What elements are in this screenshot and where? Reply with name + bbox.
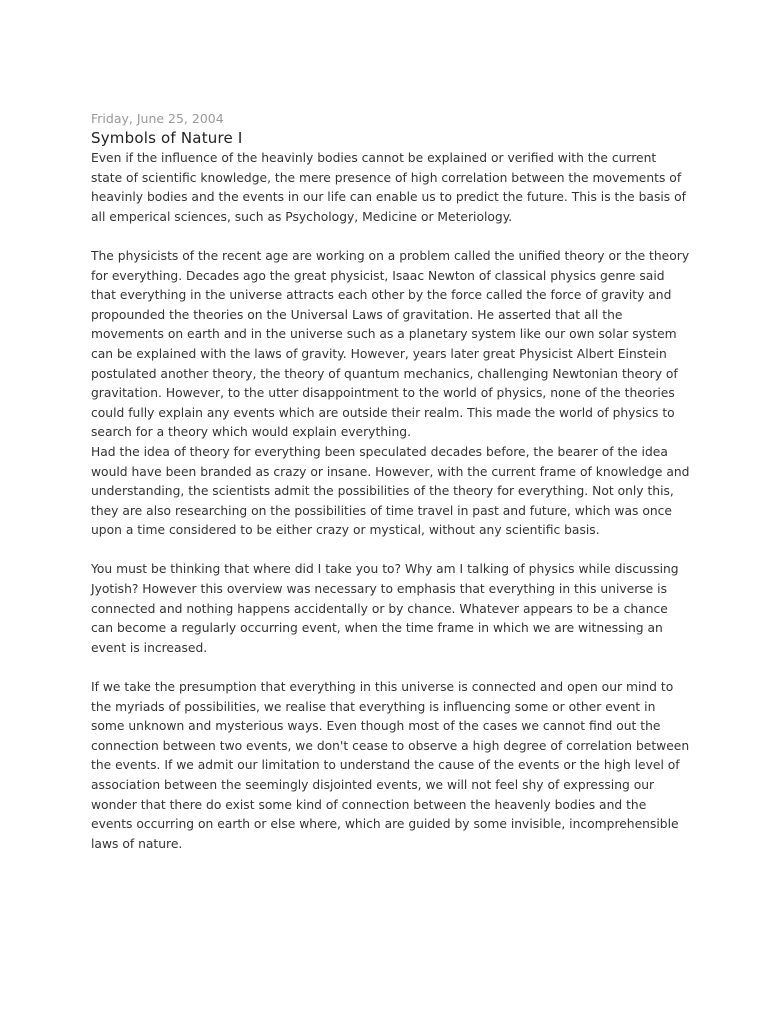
paragraph-gap: [91, 658, 691, 678]
blog-post: [91, 110, 691, 854]
post-paragraph-2: The physicists of the recent age are working on a problem called the unified theory or the theory for everything. Decades ago the great physicist, Isaac Newton of classical physics genre said that everything in the universe attracts each other by the force called the force of gravity and propounded the theories on the Universal Laws of gravitation. He asserted that all the movements on earth and in the universe such as a planetary system like our own solar system can be explained with the laws of gravity. However, years later great Physicist Albert Einstein postulated another theory, the theory of quantum mechanics, challenging Newtonian theory of gravitation. However, to the utter disappointment to the world of physics, none of the theories could fully explain any events which are outside their realm. This made the world of physics to search for a theory which would explain everything.: [91, 248, 690, 440]
post-paragraph-3: Had the idea of theory for everything been speculated decades before, the bearer of the idea would have been branded as crazy or insane. However, with the current frame of knowledge and understanding, the scientists admit the possibilities of the theory for everything. Not only this, they are also researching on the possibilities of time travel in past and future, which was once upon a time considered to be either crazy or mystical, without any scientific basis.: [91, 444, 690, 538]
post-paragraph-1: Even if the influence of the heavinly bodies cannot be explained or verified with the current state of scientific knowledge, the mere presence of high correlation between the movements of heavinly bodies and the events in our life can enable us to predict the future. This is the basis of all emperical sciences, such as Psychology, Medicine or Meteriology.: [91, 151, 686, 224]
post-paragraph-4: You must be thinking that where did I take you to? Why am I talking of physics while discussing Jyotish? However this overview was necessary to emphasis that everything in this universe is connected and nothing happens accidentally or by chance. Whatever appears to be a chance can become a regularly occurring event, when the time frame in which we are witnessing an event is increased.: [91, 562, 679, 655]
post-title: Symbols of Nature I: [91, 129, 243, 147]
paragraph-gap: [91, 227, 691, 247]
paragraph-gap: [91, 541, 691, 561]
post-date: Friday, June 25, 2004: [91, 111, 224, 126]
post-paragraph-5: If we take the presumption that everything in this universe is connected and open our mind to the myriads of possibilities, we realise that everything is influencing some or other event in some unknown and mysterious ways. Even though most of the cases we cannot find out the connection between two events, we don't cease to observe a high degree of correlation between the events. If we admit our limitation to understand the cause of the events or the high level of association between the seemingly disjointed events, we will not feel shy of expressing our wonder that there do exist some kind of connection between the heavenly bodies and the events occurring on earth or else where, which are guided by some invisible, incomprehensible laws of nature.: [91, 680, 690, 851]
